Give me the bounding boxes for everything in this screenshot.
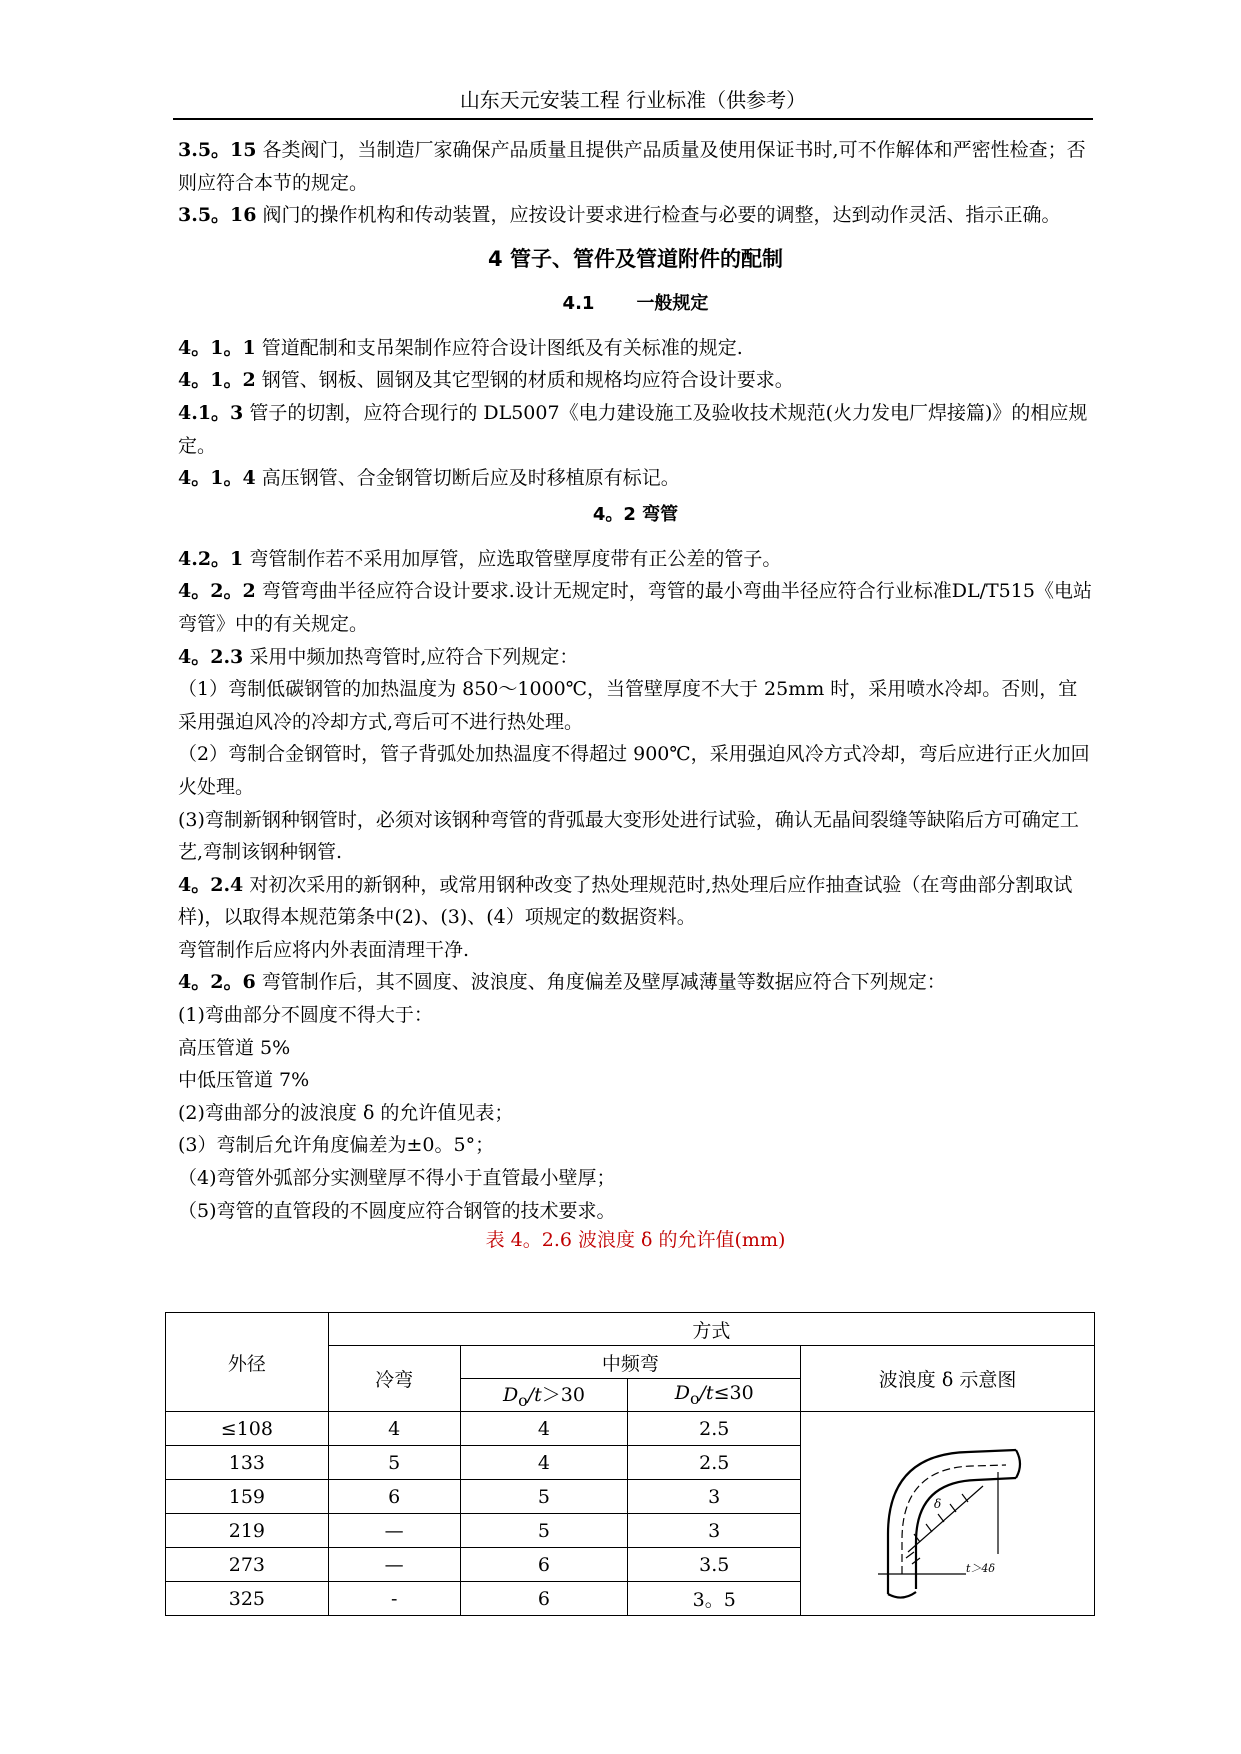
header-diagram: 波浪度 δ 示意图 — [801, 1346, 1095, 1412]
clause-4-2-3-item-1: （1）弯制低碳钢管的加热温度为 850～1000℃，当管壁厚度不大于 25mm 时，采用喷水冷却。否则，宜采用强迫风冷的冷却方式,弯后可不进行热处理。 — [178, 678, 1078, 733]
clause-number: 4。1。1 — [178, 336, 256, 359]
cell-od: 159 — [166, 1480, 329, 1514]
cell-od: 133 — [166, 1446, 329, 1480]
header-cold-bend: 冷弯 — [328, 1346, 460, 1412]
clause-4-1-1 — [178, 332, 1093, 365]
clause-4-2-6-item-1: (1)弯曲部分不圆度不得大于： — [178, 1004, 433, 1027]
cell-gt30: 6 — [460, 1548, 628, 1582]
header-ratio-le-30: $D_o/t\le 30$ — [628, 1379, 801, 1412]
cell-le30: 3 — [628, 1514, 801, 1548]
page-header: 山东天元安装工程 行业标准（供参考） — [459, 88, 807, 112]
clause-number: 4。2。6 — [178, 971, 256, 994]
section-4-2-heading: 4。2 弯管 — [592, 503, 679, 525]
clause-4-2-5: 弯管制作后应将内外表面清理干净. — [178, 938, 470, 961]
cell-od: ≤108 — [166, 1412, 329, 1446]
cell-le30: 3 — [628, 1480, 801, 1514]
clause-4-2-1 — [178, 543, 1093, 576]
section-4-1-heading — [178, 288, 1093, 320]
clause-text: 各类阀门，当制造厂家确保产品质量且提供产品质量及使用保证书时,可不作解体和严密性检查；否则应符合本节的规定。 — [178, 139, 1086, 194]
clause-4-2-6-item-1b: 中低压管道 7% — [178, 1069, 310, 1092]
header-rule — [173, 118, 1093, 120]
header-method: 方式 — [328, 1313, 1094, 1346]
cell-cold: — — [328, 1548, 460, 1582]
cell-le30: 2.5 — [628, 1446, 801, 1480]
clause-text: 高压钢管、合金钢管切断后应及时移植原有标记。 — [255, 467, 680, 490]
condition-label: t＞4δ — [965, 1561, 995, 1575]
clause-4-2-6-item-2: (2)弯曲部分的波浪度 δ 的允许值见表； — [178, 1101, 514, 1124]
clause-4-1-2 — [178, 364, 1093, 397]
clause-3-5-15 — [178, 134, 1093, 199]
section-title: 一般规定 — [636, 292, 709, 314]
cell-od: 325 — [166, 1582, 329, 1616]
clause-text: 弯管弯曲半径应符合设计要求.设计无规定时，弯管的最小弯曲半径应符合行业标准DL/T515《电站弯管》中的有关规定。 — [178, 580, 1092, 635]
cell-gt30: 4 — [460, 1446, 628, 1480]
clause-4-2-6-item-3: (3）弯制后允许角度偏差为±0。5°； — [178, 1134, 495, 1157]
clause-number: 4.2。1 — [178, 547, 244, 570]
header-outer-diameter: 外径 — [166, 1313, 329, 1412]
header-ratio-gt-30: $D_o/t>30$ — [460, 1379, 628, 1412]
delta-label: δ — [933, 1496, 941, 1511]
clause-text: 阀门的操作机构和传动装置，应按设计要求进行检查与必要的调整，达到动作灵活、指示正确。 — [256, 204, 1061, 227]
clause-text: 钢管、钢板、圆钢及其它型钢的材质和规格均应符合设计要求。 — [255, 369, 794, 392]
clause-text: 管道配制和支吊架制作应符合设计图纸及有关标准的规定. — [255, 336, 743, 359]
clause-number: 4。1。4 — [178, 467, 256, 490]
waviness-table — [165, 1312, 1095, 1616]
clause-text: 管子的切割，应符合现行的 DL5007《电力建设施工及验收技术规范(火力发电厂焊接篇)》的相应规定。 — [178, 401, 1088, 457]
clause-text: 采用中频加热弯管时,应符合下列规定： — [243, 645, 579, 668]
cell-le30: 2.5 — [628, 1412, 801, 1446]
clause-4-2-2 — [178, 575, 1093, 640]
cell-le30: 3。5 — [628, 1582, 801, 1616]
cell-gt30: 6 — [460, 1582, 628, 1616]
clause-text: 对初次采用的新钢种，或常用钢种改变了热处理规范时,热处理后应作抽查试验（在弯曲部分割取试样)，以取得本规范第条中(2)、(3)、(4）项规定的数据资料。 — [178, 873, 1073, 929]
clause-4-2-3 — [178, 641, 1093, 674]
clause-4-2-6-item-4: （4)弯管外弧部分实测壁厚不得小于直管最小壁厚； — [178, 1167, 616, 1190]
clause-4-1-3 — [178, 397, 1093, 462]
cell-cold: 5 — [328, 1446, 460, 1480]
clause-number: 4.1。3 — [178, 401, 244, 424]
cell-od: 273 — [166, 1548, 329, 1582]
clause-3-5-16 — [178, 199, 1093, 232]
clause-4-2-3-item-3: (3)弯制新钢种钢管时，必须对该钢种弯管的背弧最大变形处进行试验，确认无晶间裂缝等缺陷后方可确定工艺,弯制该钢种钢管. — [178, 808, 1079, 864]
cell-cold: - — [328, 1582, 460, 1616]
clause-4-2-6 — [178, 966, 1093, 999]
clause-4-1-4 — [178, 462, 1093, 495]
clause-number: 3.5。15 — [178, 139, 257, 161]
clause-4-2-6-item-5: （5)弯管的直管段的不圆度应符合钢管的技术要求。 — [178, 1199, 616, 1222]
cell-od: 219 — [166, 1514, 329, 1548]
waviness-diagram-cell — [801, 1412, 1095, 1616]
clause-number: 3.5。16 — [178, 204, 257, 227]
clause-4-2-3-item-2: （2）弯制合金钢管时，管子背弧处加热温度不得超过 900℃，采用强迫风冷方式冷却，弯后应进行正火加回火处理。 — [178, 743, 1090, 798]
clause-number: 4。2.4 — [178, 873, 244, 896]
clause-4-2-6-item-1a: 高压管道 5% — [178, 1036, 291, 1059]
cell-cold: 6 — [328, 1480, 460, 1514]
cell-cold: — — [328, 1514, 460, 1548]
cell-gt30: 4 — [460, 1412, 628, 1446]
bent-pipe-waviness-diagram — [848, 1424, 1048, 1604]
header-mid-frequency: 中频弯 — [460, 1346, 801, 1379]
clause-4-2-4 — [178, 869, 1093, 934]
clause-number: 4。1。2 — [178, 369, 256, 392]
chapter-4-heading: 4 管子、管件及管道附件的配制 — [488, 246, 783, 271]
cell-cold: 4 — [328, 1412, 460, 1446]
cell-gt30: 5 — [460, 1480, 628, 1514]
cell-gt30: 5 — [460, 1514, 628, 1548]
clause-number: 4。2.3 — [178, 645, 244, 668]
clause-text: 弯管制作后，其不圆度、波浪度、角度偏差及壁厚减薄量等数据应符合下列规定： — [255, 971, 946, 994]
clause-text: 弯管制作若不采用加厚管，应选取管壁厚度带有正公差的管子。 — [243, 547, 782, 570]
table-caption: 表 4。2.6 波浪度 δ 的允许值(mm) — [485, 1229, 786, 1252]
clause-number: 4。2。2 — [178, 580, 256, 603]
section-number: 4.1 — [562, 292, 595, 314]
cell-le30: 3.5 — [628, 1548, 801, 1582]
document-body — [178, 134, 1093, 1253]
